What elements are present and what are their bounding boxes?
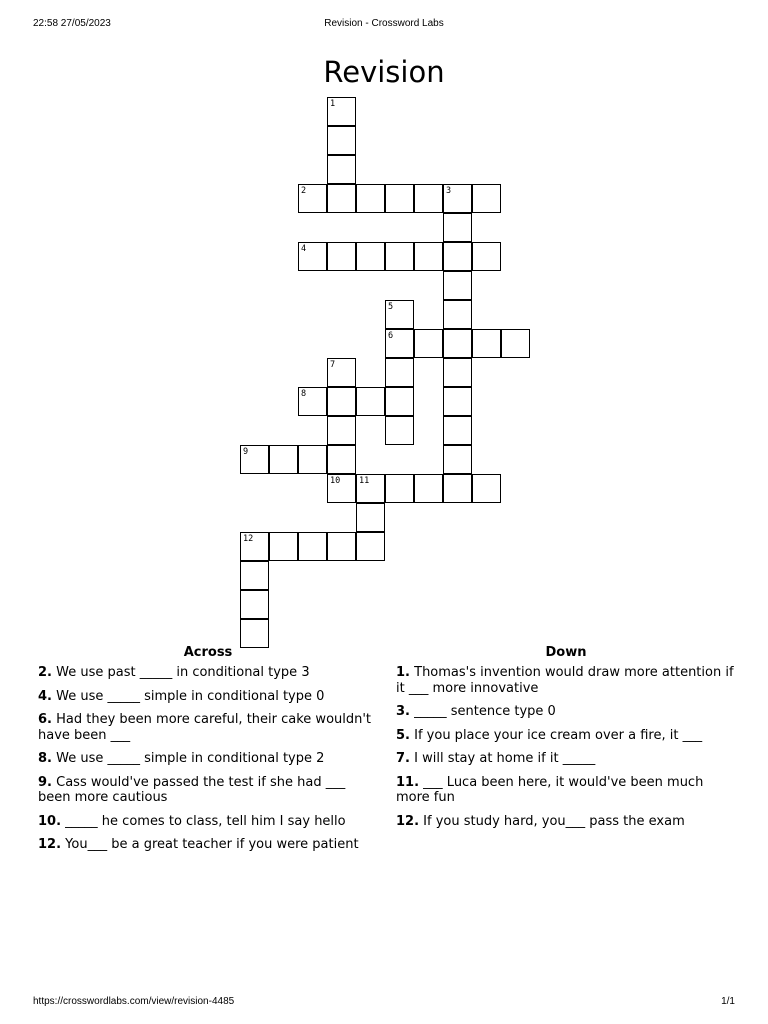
grid-cell[interactable] <box>443 416 472 445</box>
clue-text: _____ sentence type 0 <box>414 704 556 719</box>
down-heading: Down <box>545 645 587 660</box>
grid-cell[interactable] <box>327 387 356 416</box>
grid-cell[interactable] <box>269 532 298 561</box>
grid-cell[interactable] <box>298 387 327 416</box>
clue-number: 10 <box>330 476 341 486</box>
grid-cell[interactable] <box>385 387 414 416</box>
clue-label: 12. <box>396 813 420 829</box>
clue-number: 4 <box>301 244 307 254</box>
grid-cell[interactable] <box>327 358 356 387</box>
clue-number: 8 <box>301 389 307 399</box>
grid-cell[interactable] <box>443 242 472 271</box>
grid-cell[interactable] <box>298 242 327 271</box>
grid-cell[interactable] <box>414 242 443 271</box>
across-clue <box>38 751 378 767</box>
clue-label: 11. <box>396 774 420 790</box>
clue-text: You___ be a great teacher if you were patient <box>65 837 359 852</box>
grid-cell[interactable] <box>385 242 414 271</box>
grid-cell[interactable] <box>385 416 414 445</box>
grid-cell[interactable] <box>327 97 356 126</box>
grid-cell[interactable] <box>327 445 356 474</box>
across-clue <box>38 775 378 806</box>
clue-label: 1. <box>396 665 410 680</box>
clue-text: _____ he comes to class, tell him I say hello <box>65 813 346 829</box>
clue-label: 7. <box>396 751 410 766</box>
clue-text: We use _____ simple in conditional type 2 <box>56 751 325 766</box>
grid-cell[interactable] <box>472 474 501 503</box>
grid-cell[interactable] <box>356 474 385 503</box>
across-clue <box>38 665 378 681</box>
print-datetime: 22:58 27/05/2023 <box>33 18 111 29</box>
grid-cell[interactable] <box>385 300 414 329</box>
print-doc-title: Revision - Crossword Labs <box>324 18 444 29</box>
clue-label: 9. <box>38 774 52 790</box>
clue-label: 10. <box>38 813 62 829</box>
grid-cell[interactable] <box>385 474 414 503</box>
clue-number: 5 <box>388 302 394 312</box>
grid-cell[interactable] <box>414 329 443 358</box>
grid-cell[interactable] <box>327 416 356 445</box>
down-clue <box>396 775 736 806</box>
grid-cell[interactable] <box>385 358 414 387</box>
grid-cell[interactable] <box>356 242 385 271</box>
clue-text: Thomas's invention would draw more attention if it ___ more innovative <box>396 665 734 696</box>
clue-number: 3 <box>446 186 452 196</box>
clue-text: Had they been more careful, their cake wouldn't have been ___ <box>38 712 372 743</box>
grid-cell[interactable] <box>240 590 269 619</box>
across-clue <box>38 837 378 853</box>
clue-text: Cass would've passed the test if she had ___ been more cautious <box>38 774 346 805</box>
grid-cell[interactable] <box>327 184 356 213</box>
down-clue <box>396 704 736 720</box>
grid-cell[interactable] <box>443 300 472 329</box>
grid-cell[interactable] <box>240 532 269 561</box>
grid-cell[interactable] <box>443 213 472 242</box>
clue-label: 12. <box>38 837 62 852</box>
clue-label: 8. <box>38 751 52 766</box>
grid-cell[interactable] <box>327 155 356 184</box>
down-clue <box>396 751 736 767</box>
clue-text: We use _____ simple in conditional type 0 <box>56 688 325 704</box>
grid-cell[interactable] <box>385 329 414 358</box>
grid-cell[interactable] <box>472 184 501 213</box>
grid-cell[interactable] <box>443 445 472 474</box>
clue-number: 1 <box>330 99 336 109</box>
page-title: Revision <box>323 55 445 90</box>
down-clue <box>396 665 736 696</box>
grid-cell[interactable] <box>327 126 356 155</box>
clue-number: 6 <box>388 331 394 341</box>
grid-cell[interactable] <box>356 503 385 532</box>
grid-cell[interactable] <box>414 184 443 213</box>
down-clue <box>396 814 736 830</box>
across-clue <box>38 712 378 743</box>
clue-text: If you study hard, you___ pass the exam <box>423 813 685 829</box>
across-heading: Across <box>183 645 233 660</box>
grid-cell[interactable] <box>327 532 356 561</box>
grid-cell[interactable] <box>443 184 472 213</box>
across-clue <box>38 814 378 830</box>
clue-number: 12 <box>243 534 254 544</box>
clue-number: 7 <box>330 360 336 370</box>
grid-cell[interactable] <box>443 474 472 503</box>
grid-cell[interactable] <box>501 329 530 358</box>
grid-cell[interactable] <box>443 271 472 300</box>
clue-label: 6. <box>38 712 52 727</box>
clue-label: 2. <box>38 665 52 680</box>
down-clue <box>396 728 736 744</box>
clue-number: 2 <box>301 186 307 196</box>
grid-cell[interactable] <box>356 387 385 416</box>
clue-label: 3. <box>396 704 410 719</box>
grid-cell[interactable] <box>443 387 472 416</box>
clue-text: If you place your ice cream over a fire, it ___ <box>414 727 703 743</box>
grid-cell[interactable] <box>472 329 501 358</box>
clue-label: 4. <box>38 688 52 704</box>
clue-number: 9 <box>243 447 249 457</box>
grid-cell[interactable] <box>472 242 501 271</box>
down-clues <box>396 645 736 837</box>
grid-cell[interactable] <box>443 329 472 358</box>
grid-cell[interactable] <box>240 561 269 590</box>
print-url: https://crosswordlabs.com/view/revision-4485 <box>33 996 235 1007</box>
clue-text: ___ Luca been here, it would've been much more fun <box>396 774 704 805</box>
grid-cell[interactable] <box>327 242 356 271</box>
grid-cell[interactable] <box>240 619 269 648</box>
grid-cell[interactable] <box>443 358 472 387</box>
clue-text: We use past _____ in conditional type 3 <box>56 665 310 680</box>
grid-cell[interactable] <box>356 184 385 213</box>
page-number: 1/1 <box>721 996 735 1007</box>
clue-number: 11 <box>359 476 370 486</box>
grid-cell[interactable] <box>385 184 414 213</box>
grid-cell[interactable] <box>356 532 385 561</box>
clue-label: 5. <box>396 727 410 743</box>
grid-cell[interactable] <box>298 532 327 561</box>
clue-text: I will stay at home if it _____ <box>414 751 596 766</box>
grid-cell[interactable] <box>298 184 327 213</box>
grid-cell[interactable] <box>327 474 356 503</box>
grid-cell[interactable] <box>414 474 443 503</box>
grid-cell[interactable] <box>240 445 269 474</box>
across-clues <box>38 645 378 861</box>
grid-cell[interactable] <box>298 445 327 474</box>
across-clue <box>38 689 378 705</box>
grid-cell[interactable] <box>269 445 298 474</box>
